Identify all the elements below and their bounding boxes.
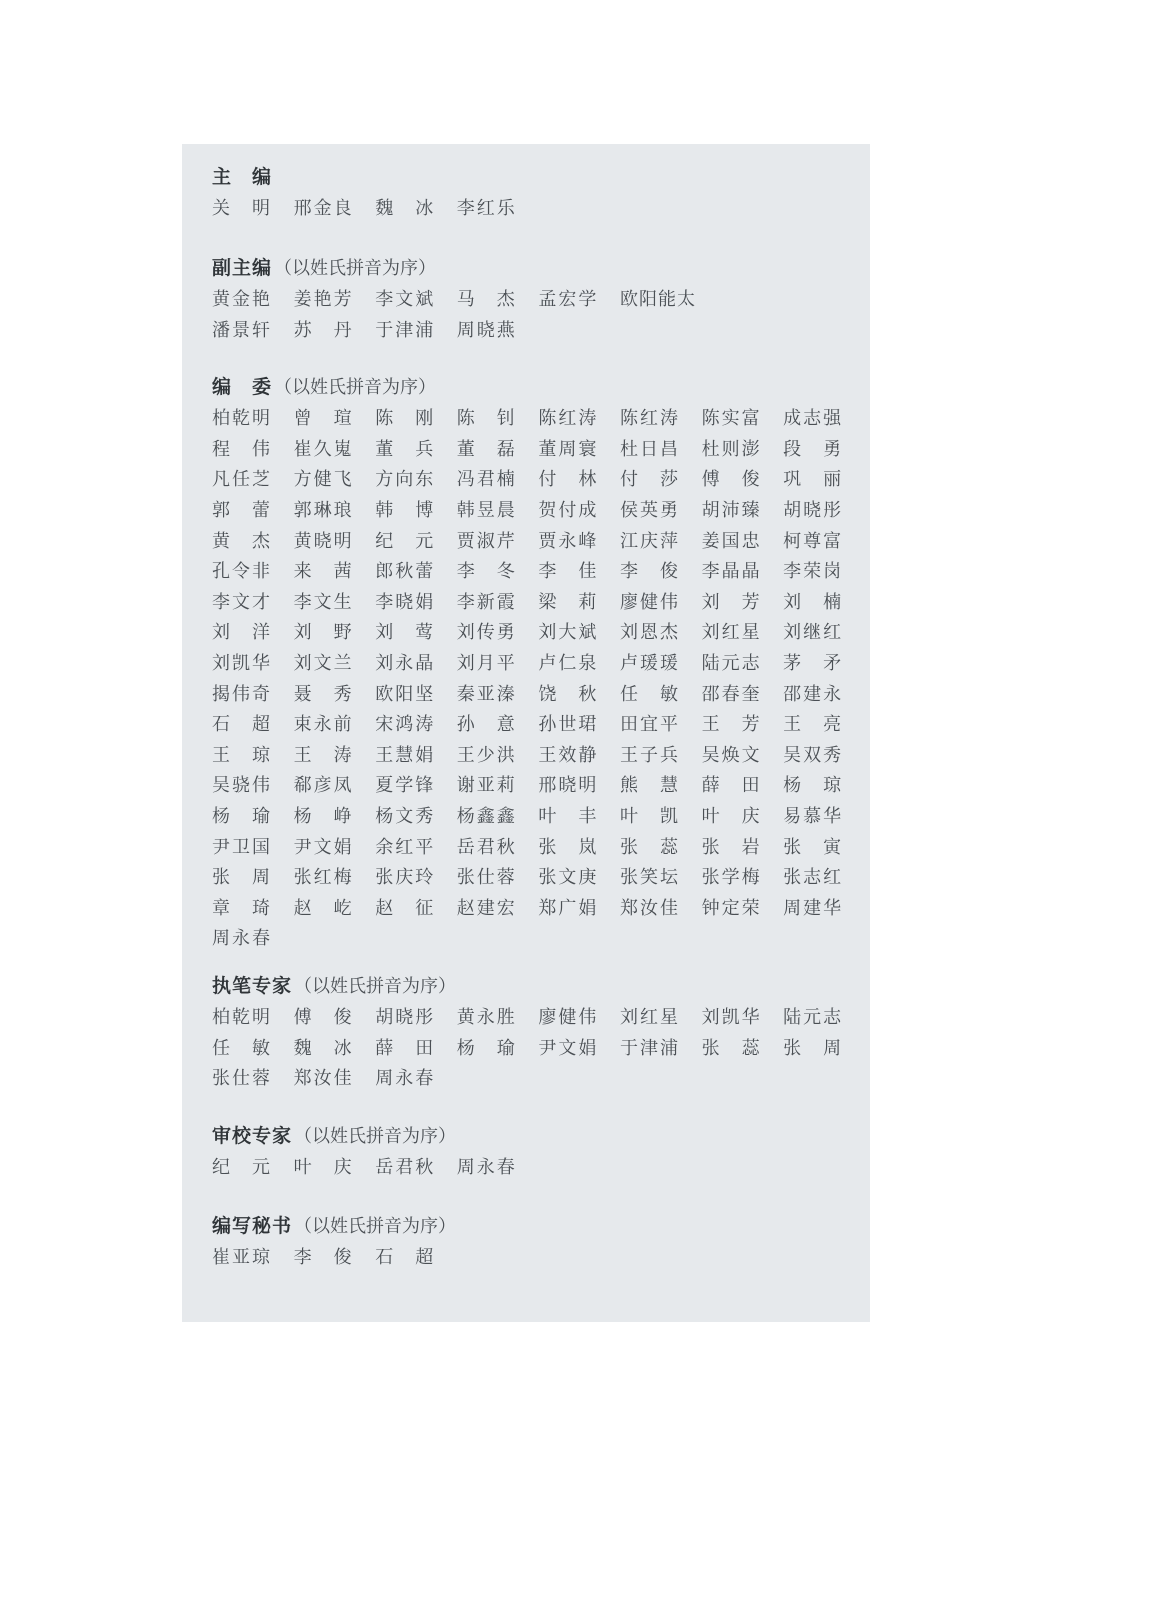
name-item: 王 慧 娟 [375, 744, 434, 766]
section-heading [212, 253, 844, 283]
name-item: 易 慕 华 [783, 806, 842, 828]
name-item: 刘 红 星 [701, 622, 760, 644]
name-item: 刘 红 星 [619, 1007, 678, 1029]
editorial-panel [182, 144, 870, 1322]
name-item: 杨 瑜 [212, 806, 270, 828]
name-item: 石 超 [212, 714, 270, 736]
section-title: 副主编 [212, 257, 273, 279]
section-note: （以姓氏拼音为序） [274, 258, 437, 279]
name-item: 纪 元 [375, 530, 434, 552]
name-item: 梁 莉 [538, 591, 597, 613]
section-chief-editors [212, 162, 844, 223]
section-review-experts [212, 1121, 844, 1182]
name-item: 周 建 华 [783, 897, 842, 919]
section-note: （以姓氏拼音为序） [294, 976, 457, 997]
name-item: 郑 广 娟 [538, 897, 597, 919]
name-item: 杨 瑜 [456, 1037, 515, 1059]
name-item: 章 琦 [212, 897, 270, 919]
name-item: 卢 仁 泉 [538, 653, 597, 675]
name-item: 董 兵 [375, 438, 434, 460]
name-item: 赵 屹 [293, 897, 352, 919]
name-item: 江 庆 萍 [619, 530, 678, 552]
name-item: 刘 继 红 [783, 622, 842, 644]
name-item: 叶 丰 [538, 806, 597, 828]
name-item: 周 晓 燕 [456, 319, 515, 341]
name-item: 张 周 [783, 1037, 842, 1059]
name-item: 崔 久 嵬 [293, 438, 352, 460]
name-item: 刘 芳 [701, 591, 760, 613]
name-item: 马 杰 [456, 289, 515, 311]
name-item: 李 俊 [619, 561, 678, 583]
name-item: 孔 令 非 [212, 561, 270, 583]
name-item: 陈 实 富 [701, 408, 760, 430]
name-item: 叶 庆 [293, 1157, 352, 1179]
name-item: 邵 春 奎 [701, 683, 760, 705]
name-item: 陆 元 志 [783, 1007, 842, 1029]
name-item: 饶 秋 [538, 683, 597, 705]
name-item: 刘 楠 [783, 591, 842, 613]
name-item: 姜 艳 芳 [293, 289, 352, 311]
name-item: 成 志 强 [783, 408, 842, 430]
name-item: 岳 君 秋 [456, 836, 515, 858]
name-item: 薛 田 [701, 775, 760, 797]
name-item: 束 永 前 [293, 714, 352, 736]
name-item: 陈 红 涛 [538, 408, 597, 430]
name-item: 钟 定 荣 [701, 897, 760, 919]
name-item: 揭 伟 奇 [212, 683, 270, 705]
name-item: 柏 乾 明 [212, 408, 270, 430]
name-item: 王 少 洪 [456, 744, 515, 766]
name-item: 张 寅 [783, 836, 842, 858]
name-item: 周 永 春 [456, 1157, 515, 1179]
section-note: （以姓氏拼音为序） [294, 1216, 457, 1237]
name-item: 吴 焕 文 [701, 744, 760, 766]
name-item: 陈 红 涛 [619, 408, 678, 430]
name-item: 廖 健 伟 [619, 591, 678, 613]
name-item: 贺 付 成 [538, 500, 597, 522]
name-item: 于 津 浦 [619, 1037, 678, 1059]
name-item: 张 学 梅 [701, 867, 760, 889]
name-item: 王 涛 [293, 744, 352, 766]
name-item: 陆 元 志 [701, 653, 760, 675]
name-item: 李 荣 岗 [783, 561, 842, 583]
name-item: 柯 尊 富 [783, 530, 842, 552]
name-item: 张 仕 蓉 [212, 1068, 270, 1090]
name-item: 谢 亚 莉 [456, 775, 515, 797]
name-item: 杨 文 秀 [375, 806, 434, 828]
name-item: 李 文 生 [293, 591, 352, 613]
section-note: （以姓氏拼音为序） [274, 377, 437, 398]
name-item: 张 岩 [701, 836, 760, 858]
name-item: 尹 文 娟 [293, 836, 352, 858]
name-item: 李 文 斌 [375, 289, 434, 311]
name-item: 李 俊 [293, 1247, 352, 1269]
name-list [212, 1151, 844, 1182]
name-item: 刘 大 斌 [538, 622, 597, 644]
name-item [783, 283, 841, 314]
name-item: 曾 瑄 [293, 408, 352, 430]
section-heading [212, 372, 844, 402]
name-item: 田 宜 平 [619, 714, 678, 736]
name-item: 方 健 飞 [293, 469, 352, 491]
name-item: 刘 月 平 [456, 653, 515, 675]
name-item: 吴 双 秀 [783, 744, 842, 766]
name-item: 邢 晓 明 [538, 775, 597, 797]
name-item: 程 伟 [212, 438, 270, 460]
name-item: 韩 昱 晨 [456, 500, 515, 522]
name-item: 刘 传 勇 [456, 622, 515, 644]
name-item: 郭 琳 琅 [293, 500, 352, 522]
name-item: 卢 瑗 瑗 [619, 653, 678, 675]
section-heading [212, 1211, 844, 1241]
name-item: 叶 凯 [619, 806, 678, 828]
name-item: 刘 洋 [212, 622, 270, 644]
name-item: 贾 永 峰 [538, 530, 597, 552]
name-item: 郎 秋 蕾 [375, 561, 434, 583]
section-heading [212, 971, 844, 1001]
name-item: 杜 则 澎 [701, 438, 760, 460]
name-item: 黄 永 胜 [456, 1007, 515, 1029]
name-item: 张 笑 坛 [619, 867, 678, 889]
name-item: 胡 沛 臻 [701, 500, 760, 522]
name-item: 薛 田 [375, 1037, 434, 1059]
section-deputy-editors [212, 253, 844, 344]
name-item: 王 效 静 [538, 744, 597, 766]
name-item: 贾 淑 芹 [456, 530, 515, 552]
name-item: 张 蕊 [701, 1037, 760, 1059]
name-item: 杨 鑫 鑫 [456, 806, 515, 828]
name-item: 张 红 梅 [293, 867, 352, 889]
name-item: 纪 元 [212, 1157, 270, 1179]
name-item: 付 林 [538, 469, 597, 491]
name-item: 黄 杰 [212, 530, 270, 552]
name-item: 尹 卫 国 [212, 836, 270, 858]
name-item: 周 永 春 [375, 1068, 434, 1090]
name-item: 魏 冰 [293, 1037, 352, 1059]
name-item: 于 津 浦 [375, 319, 434, 341]
name-item: 李 冬 [456, 561, 515, 583]
name-item: 李 晶 晶 [701, 561, 760, 583]
name-item: 周 永 春 [212, 928, 270, 950]
name-item: 段 勇 [783, 438, 842, 460]
name-item: 刘 野 [293, 622, 352, 644]
name-item: 赵 征 [375, 897, 434, 919]
name-item: 夏 学 锋 [375, 775, 434, 797]
section-writing-experts [212, 971, 844, 1093]
name-list [212, 192, 844, 223]
name-item: 熊 慧 [619, 775, 678, 797]
name-item: 杨 峥 [293, 806, 352, 828]
name-item: 赵 建 宏 [456, 897, 515, 919]
name-item: 岳 君 秋 [375, 1157, 434, 1179]
name-item: 凡 任 芝 [212, 469, 270, 491]
name-item: 董 周 寰 [538, 438, 597, 460]
name-item: 杨 琼 [783, 775, 842, 797]
name-item: 欧 阳 能 太 [619, 289, 695, 311]
name-item: 李 佳 [538, 561, 597, 583]
name-item: 李 文 才 [212, 591, 270, 613]
name-item: 张 岚 [538, 836, 597, 858]
name-item: 魏 冰 [375, 198, 434, 220]
section-title: 编写秘书 [212, 1215, 293, 1237]
name-item: 邢 金 良 [293, 198, 352, 220]
name-item: 侯 英 勇 [619, 500, 678, 522]
name-item: 王 亮 [783, 714, 842, 736]
section-editorial-board [212, 372, 844, 953]
name-item: 黄 金 艳 [212, 289, 270, 311]
name-item: 陈 刚 [375, 408, 434, 430]
name-item: 郭 蕾 [212, 500, 270, 522]
name-item: 李 红 乐 [456, 198, 515, 220]
name-item: 傅 俊 [293, 1007, 352, 1029]
section-secretaries [212, 1211, 844, 1272]
name-item: 任 敏 [212, 1037, 270, 1059]
name-item: 刘 永 晶 [375, 653, 434, 675]
name-item: 尹 文 娟 [538, 1037, 597, 1059]
name-list [212, 1241, 844, 1272]
section-title: 执笔专家 [212, 975, 293, 997]
name-item: 孙 世 珺 [538, 714, 597, 736]
name-item: 宋 鸿 涛 [375, 714, 434, 736]
name-item: 冯 君 楠 [456, 469, 515, 491]
name-item: 苏 丹 [293, 319, 352, 341]
name-item: 韩 博 [375, 500, 434, 522]
name-item: 石 超 [375, 1247, 434, 1269]
name-item: 王 芳 [701, 714, 760, 736]
name-item: 董 磊 [456, 438, 515, 460]
name-item: 巩 丽 [783, 469, 842, 491]
name-item: 傅 俊 [701, 469, 760, 491]
name-item: 郑 汝 佳 [293, 1068, 352, 1090]
section-note: （以姓氏拼音为序） [294, 1126, 457, 1147]
name-item: 吴 骁 伟 [212, 775, 270, 797]
name-item: 欧 阳 坚 [375, 683, 434, 705]
name-item: 刘 凯 华 [701, 1007, 760, 1029]
name-item: 任 敏 [619, 683, 678, 705]
name-item: 郑 汝 佳 [619, 897, 678, 919]
name-item: 邵 建 永 [783, 683, 842, 705]
name-item: 付 莎 [619, 469, 678, 491]
section-title: 审校专家 [212, 1125, 293, 1147]
section-title: 主 编 [212, 166, 273, 188]
name-item: 叶 庆 [701, 806, 760, 828]
name-item: 郗 彦 凤 [293, 775, 352, 797]
name-item: 余 红 平 [375, 836, 434, 858]
name-item: 聂 秀 [293, 683, 352, 705]
section-heading [212, 1121, 844, 1151]
name-item: 孟 宏 学 [538, 289, 597, 311]
name-item: 陈 钊 [456, 408, 515, 430]
name-item: 张 仕 蓉 [456, 867, 515, 889]
name-item: 李 晓 娟 [375, 591, 434, 613]
name-list [212, 283, 844, 344]
name-item: 张 蕊 [619, 836, 678, 858]
name-item: 张 文 庚 [538, 867, 597, 889]
name-item: 黄 晓 明 [293, 530, 352, 552]
name-item: 李 新 霞 [456, 591, 515, 613]
name-item: 杜 日 昌 [619, 438, 678, 460]
name-item: 张 周 [212, 867, 270, 889]
section-heading [212, 162, 844, 192]
name-item: 柏 乾 明 [212, 1007, 270, 1029]
name-list [212, 1001, 844, 1093]
name-item: 胡 晓 彤 [783, 500, 842, 522]
name-item: 刘 恩 杰 [619, 622, 678, 644]
name-item: 廖 健 伟 [538, 1007, 597, 1029]
name-item: 刘 莺 [375, 622, 434, 644]
name-item: 张 庆 玲 [375, 867, 434, 889]
name-item: 来 茜 [293, 561, 352, 583]
name-item: 姜 国 忠 [701, 530, 760, 552]
name-item: 关 明 [212, 198, 270, 220]
name-list [212, 402, 844, 953]
name-item: 孙 意 [456, 714, 515, 736]
name-item: 崔 亚 琼 [212, 1247, 270, 1269]
name-item: 王 子 兵 [619, 744, 678, 766]
name-item: 王 琼 [212, 744, 270, 766]
name-item: 方 向 东 [375, 469, 434, 491]
name-item: 刘 凯 华 [212, 653, 270, 675]
name-item: 胡 晓 彤 [375, 1007, 434, 1029]
section-title: 编 委 [212, 376, 273, 398]
name-item: 茅 矛 [783, 653, 842, 675]
name-item: 秦 亚 溱 [456, 683, 515, 705]
name-item: 潘 景 轩 [212, 319, 270, 341]
name-item: 张 志 红 [783, 867, 842, 889]
name-item: 刘 文 兰 [293, 653, 352, 675]
